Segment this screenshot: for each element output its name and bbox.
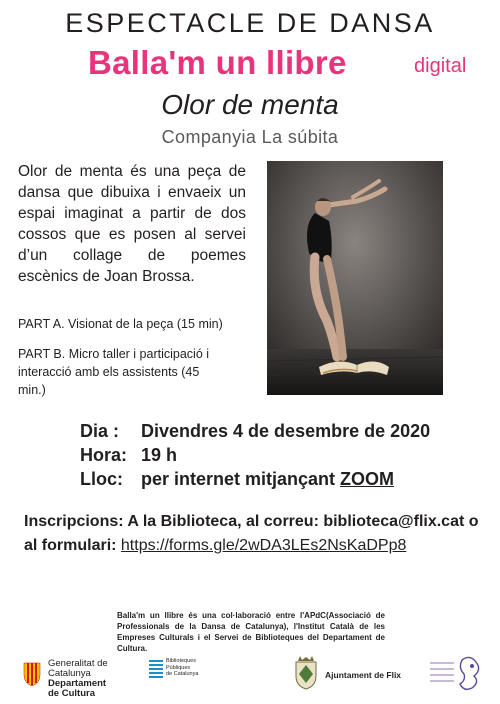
time-value: 19 h xyxy=(141,445,178,465)
place-value-text: per internet mitjançant xyxy=(141,469,341,489)
generalitat-line1: Generalitat de Catalunya xyxy=(48,658,108,679)
place-value xyxy=(141,469,394,490)
zoom-link[interactable]: ZOOM xyxy=(340,469,395,489)
show-description: Olor de menta és una peça de dansa que dibuixa i envaeix un espai imaginat a partir de dos cossos que es posen al servei d’un collage de poemes escènics de Joan Brossa. xyxy=(18,163,246,285)
company-name: Companyia La súbita xyxy=(161,127,339,147)
generalitat-emblem-icon xyxy=(22,661,42,687)
form-link[interactable]: https://forms.gle/2wDA3LEs2NsKaDPp8 xyxy=(120,537,407,554)
biblioteques-line2: Públiques xyxy=(166,664,191,671)
place-label: Lloc: xyxy=(80,469,123,489)
day-label: Dia : xyxy=(80,421,120,441)
biblioteques-line1: Biblioteques xyxy=(166,658,196,664)
generalitat-line2: Departament xyxy=(48,678,107,689)
library-stripes-icon xyxy=(149,660,163,680)
generalitat-logo xyxy=(22,658,142,699)
registration-info xyxy=(24,510,494,558)
ajuntament-name: Ajuntament de Flix xyxy=(325,670,402,680)
registration-text: Inscripcions: A la Biblioteca, al correu: biblioteca@flix.cat o al formulari: xyxy=(24,513,479,554)
format-label: digital xyxy=(414,55,467,77)
biblioteques-line3: de Catalunya xyxy=(166,671,199,677)
generalitat-line3: de Cultura xyxy=(48,688,95,699)
part-b-text: PART B. Micro taller i participació i interacció amb els assistents (45 min.) xyxy=(18,347,210,397)
dancer-photo xyxy=(267,161,443,395)
show-title: Balla'm un llibre xyxy=(88,44,347,81)
day-value: Divendres 4 de desembre de 2020 xyxy=(141,421,431,441)
category-heading: ESPECTACLE DE DANSA xyxy=(65,8,435,38)
collaboration-note: Balla'm un llibre és una col·laboració entre l'APdC(Associació de Professionals de la Dansa de Catalunya), l'Institut Català de les Empreses Culturals i el Servei de Biblioteques del Departament de Cultura. xyxy=(117,611,385,653)
ajuntament-logo xyxy=(294,656,404,694)
town-crest-icon xyxy=(294,656,318,690)
apdc-logo xyxy=(430,654,490,694)
biblioteques-logo xyxy=(149,658,203,696)
time-label: Hora: xyxy=(80,445,128,465)
part-a-text: PART A. Visionat de la peça (15 min) xyxy=(18,317,223,331)
work-title: Olor de menta xyxy=(161,89,339,120)
